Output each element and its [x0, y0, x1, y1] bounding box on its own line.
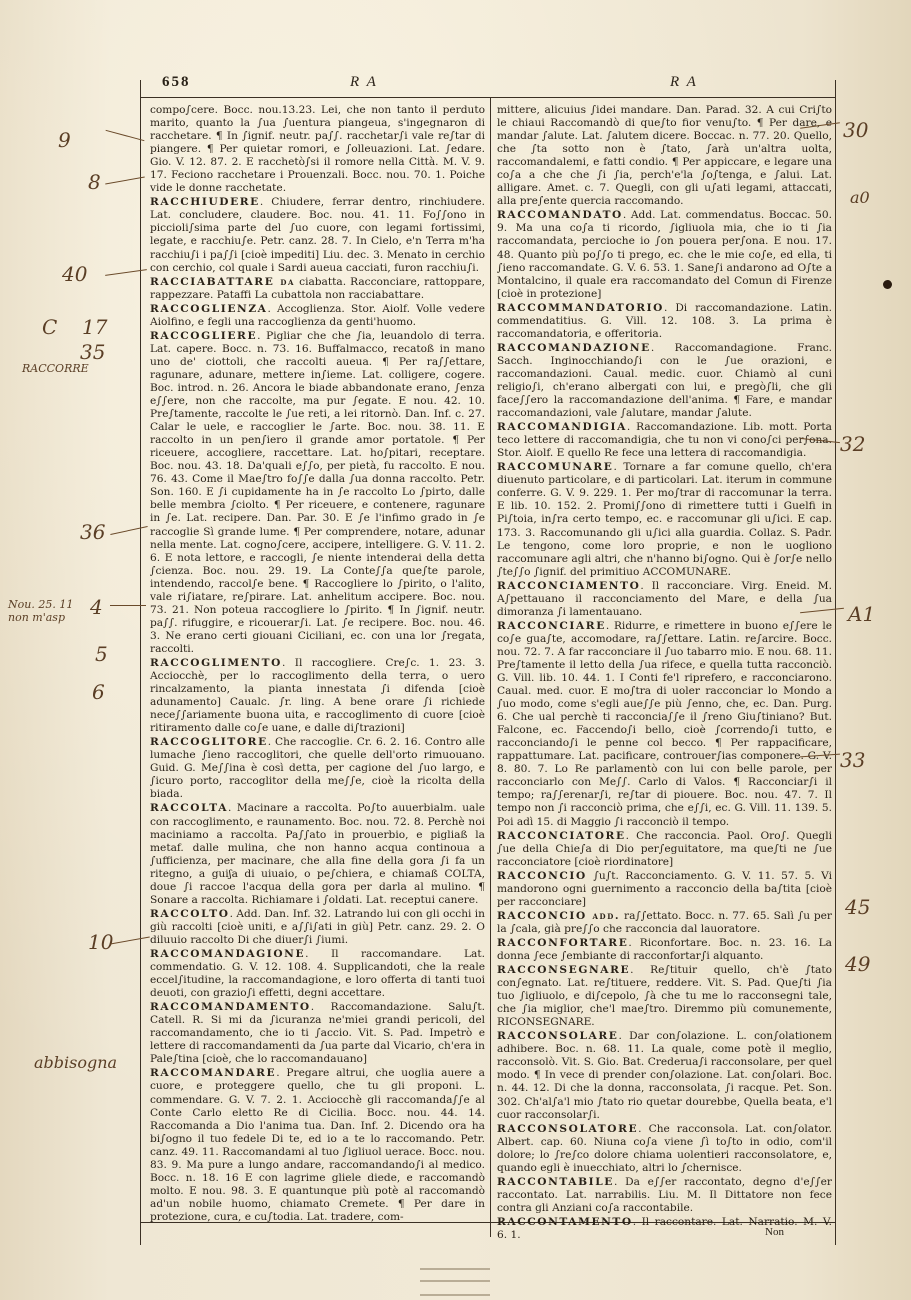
margin-note: 36 — [80, 520, 106, 544]
entry-text: RACCONCIAMENTO. Il racconciare. Virg. Eneid. M. A∫pettauano il racconciamento del Mare, e della ∫ua dimoranza ∫i lamentauano. — [497, 579, 832, 618]
margin-note: 8 — [88, 170, 101, 194]
entry-headword: RACCOMANDAGIONE — [150, 948, 306, 960]
entry-text: RACCOMANDARE. Pregare altrui, che uoglia auere a cuore, e proteggere quello, che tu gli proponi. L. commendare. G. V. 7. 2. 1. Acciocchè gli raccomanda∫∫e al Conte Carlo eletto Re di Cicilia. Bocc. nou. 44. 14. Raccomanda a Dio l'anima tua. Dan. Inf. 2. Dicendo ora ha bi∫ogno il tuo fedele Di te, ed io a te lo raccomando. Petr. canz. 49. 11. Raccomandami al tuo ∫igliuol uerace. Bocc. nou. 83. 9. Ma pure a lungo andare, raccomandando∫i al medico. Bocc. n. 18. 16 E con lagrime gliele diede, e raccomandò molto. E nou. 98. 3. E quantunque più potè al raccomandò ad'un nobile huomo, chiamato Cremete. ¶ Per dare in protezione, cura, e cu∫todia. Lat. tradere, com- — [150, 1067, 485, 1223]
entry-headword: RACCONSOLATORE — [497, 1122, 639, 1135]
entry-text: RACCOGLIENZA. Accoglienza. Stor. Aiolf. Volle vedere Aiolfino, e fegli una raccoglienza da genti'huomo. — [150, 302, 485, 328]
margin-note: C — [42, 315, 58, 339]
entry-text: compo∫cere. Bocc. nou.13.23. Lei, che non tanto il perduto marito, quanto la ∫ua ∫uentura piangeua, s'ingegnaron di racchetare. ¶ In ∫ignif. neutr. pa∫∫. racchetar∫i vale re∫tar di piangere. ¶ Per quietar romori, e ∫olleuazioni. Lat. ∫edare. Gio. V. 12. 87. 2. E racchetò∫si il romore nella Città. M. V. 9. 17. Feciono racchetare i Prouenzali. Bocc. nou. 70. 1. Poiche vide le donne racchetate. — [150, 104, 485, 195]
entry-headword: RACCONSEGNARE — [497, 964, 631, 977]
header-rule — [140, 97, 835, 98]
catchword: Non — [765, 1226, 784, 1238]
entry-text: RACCOMUNARE. Tornare a far comune quello, ch'era diuenuto particolare, e di particolari. Lat. iterum in commune conferre. G. V. 9. 229. 1. Per mo∫trar di raccomunar la terra. E lib. 10. 152. 2. Promi∫∫ono di rimettere tutti i Guelfi in Pi∫toia, in∫ra certo tempo, ec. e raccomunar gli u∫ici. E cap. 173. 3. Raccomunando gli u∫ici alla guardia. Collaz. S. Padr. Le tengono, come loro proprie, e non le uogliono raccomunare agli altri, che n'hanno bi∫ogno. Qui è ∫or∫e nello ∫te∫∫o ∫ignif. del primitiuo ACCOMUNARE. — [497, 461, 832, 578]
entry-headword: RACCOGLIERE — [150, 329, 258, 342]
entry-text: RACCONTABILE. Da e∫∫er raccontato, degno d'e∫∫er raccontato. Lat. narrabilis. Liu. M. Il Dittatore non fece contra gli Anziani co∫a raccontabile. — [497, 1175, 832, 1214]
margin-note: 9 — [58, 128, 71, 152]
entry-headword: RACCOGLITORE — [150, 736, 268, 749]
frame-left-rule — [140, 80, 141, 1245]
frame-right-rule — [835, 80, 836, 1245]
margin-note: A1 — [848, 602, 876, 626]
margin-note: Nou. 25. 11 — [8, 598, 74, 611]
margin-note: 32 — [840, 432, 866, 456]
entry-headword: RACCOMANDATO — [497, 209, 623, 222]
entry-headword: RACCIABATTARE da — [150, 275, 296, 288]
entry-text: RACCONCIO add. ra∫∫ettato. Bocc. n. 77. 65. Salì ∫u per la ∫cala, già pre∫∫o che racconcia dal lauoratore. — [497, 909, 832, 935]
running-head-left: R A — [350, 74, 378, 90]
margin-note: a0 — [850, 188, 870, 207]
margin-note: 5 — [95, 642, 108, 666]
margin-pointer-line — [105, 177, 145, 185]
margin-note: 45 — [845, 895, 871, 919]
page-number: 658 — [162, 74, 191, 90]
entry-text: RACCOMANDATO. Add. Lat. commendatus. Boccac. 50. 9. Ma una co∫a ti ricordo, ∫igliuola mia, che io ti ∫ia raccomandata, percioche io ∫on pouera per∫ona. E nou. 17. 48. Quanto più po∫∫o ti prego, ec. che le mie co∫e, ed ella, ti ∫ieno raccomandate. G. V. 6. 53. 1. Sane∫i andarono ad O∫te a Montalcino, il quale era raccomandato del Comun di Firenze [cioè in protezione] — [497, 209, 832, 300]
entry-text: RACCIABATTARE da ciabatta. Racconciare, rattoppare, rappezzare. Pataffi La cubattola non racciabattare. — [150, 275, 485, 301]
entry-headword: RACCONCIAMENTO — [497, 579, 641, 592]
entry-headword: RACCOMMANDATORIO — [497, 301, 664, 314]
entry-text: RACCONCIATORE. Che racconcia. Paol. Oro∫. Quegli ∫ue della Chie∫a di Dio per∫eguitatore, ma que∫ti ne ∫ue racconciatore [cioè riordinatore] — [497, 829, 832, 868]
entry-headword: RACCONCIATORE — [497, 829, 626, 842]
entry-text: RACCOGLIMENTO. Il raccogliere. Cre∫c. 1. 23. 3. Acciocchè, per lo raccoglimento della terra, o uero rincalzamento, la pianta innestata ∫i difenda [cioè adunamento] Caualc. ∫r. ling. A bene orare ∫i richiede nece∫∫ariamente buona uita, e raccoglimento di cuore [cioè ritiramento dalle co∫e uane, e dalle di∫trazioni] — [150, 656, 485, 735]
entry-headword: RACCOMANDIGIA — [497, 421, 627, 434]
entry-headword: RACCONCIO — [497, 869, 587, 882]
entry-headword: RACCHIUDERE — [150, 196, 260, 209]
entry-headword: RACCOMANDAZIONE — [497, 341, 651, 354]
left-column — [150, 104, 485, 1223]
entry-headword: RACCOLTO — [150, 907, 230, 920]
entry-headword: RACCOMANDARE — [150, 1067, 277, 1080]
entry-text: RACCONFORTARE. Riconfortare. Boc. n. 23. 16. La donna ∫ece ∫embiante di racconfortar∫i alquanto. — [497, 936, 832, 962]
entry-text: RACCOGLITORE. Che raccoglie. Cr. 6. 2. 16. Contro alle lumache ∫ieno raccoglitori, che quelle dell'orto rimuouano. Guid. G. Me∫∫ina è così detta, per cagione del ∫uo largo, e ∫icuro porto, raccoglitor della me∫∫e, cioè la ricolta della biada. — [150, 736, 485, 801]
running-head-right: R A — [670, 74, 698, 90]
margin-note: 4 — [90, 595, 103, 619]
margin-pointer-line — [106, 130, 145, 141]
entry-headword: RACCONSOLARE — [497, 1030, 619, 1043]
entry-text: RACCONCIO ∫u∫t. Racconciamento. G. V. 11. 57. 5. Vi mandorono ogni guernimento a racconcio della ba∫tita [cioè per racconciare] — [497, 869, 832, 908]
entry-text: RACCOGLIERE. Pigliar che che ∫ia, leuandolo di terra. Lat. capere. Bocc. n. 73. 16. Buffalmacco, recatoß in mano uno de' ciottoli, che raccolti aueua. ¶ Per ra∫∫ettare, ragunare, adunare, mettere in∫ieme. Lat. colligere, cogere. Boc. introd. n. 26. Ancora le biade abbandonate erano, ∫enza e∫∫ere, non che raccolte, ma pur ∫egate. E nou. 42. 10. Pre∫tamente, raccolte le ∫ue reti, a lei ritornò. Dan. Inf. c. 27. Calar le uele, e raccoglier le ∫arte. Boc. nou. 38. 11. E raccolto in un pen∫iero il grande amor portatole. ¶ Per riceuere, accogliere, raccettare. Lat. ho∫pitari, receptare. Boc. nou. 43. 18. Da'quali e∫∫o, per pietà, fu raccolto. E nou. 76. 43. Come il Mae∫tro fo∫∫e dalla ∫ua donna raccolto. Petr. Son. 160. E ∫i cupidamente ha in ∫e raccolto Lo ∫pirto, dalle belle membra ∫ciolto. ¶ Per riceuere, e contenere, ragunare in ∫e. Lat. recipere. Dan. Par. 30. E ∫e l'infimo grado in ∫e raccoglie Sì grande lume. ¶ Per comprendere, notare, adunar nella mente. Lat. cogno∫cere, accipere, intelligere. G. V. 11. 2. 6. E nota lettore, e raccogli, ∫e niente intenderai della detta ∫cienza. Boc. nou. 29. 19. La Conte∫∫a que∫te parole, intendendo, raccol∫e bene. ¶ Raccogliere lo ∫pirito, o l'alito, vale ri∫iatare, re∫pirare. Lat. anhelitum accipere. Boc. nou. 73. 21. Non poteua raccogliere lo ∫pirito. ¶ In ∫ignif. neutr. pa∫∫. rifuggire, e ricouerar∫i. Lat. ∫e recipere. Boc. nou. 46. 3. Ne erano certi giouani Ciciliani, ec. con una lor ∫regata, raccolti. — [150, 329, 485, 655]
entry-headword: RACCONCIO add. — [497, 909, 621, 922]
margin-note: 17 — [82, 315, 108, 339]
entry-headword: RACCOLTA — [150, 802, 229, 815]
binding-stitch — [420, 1268, 490, 1296]
entry-headword: RACCOGLIMENTO — [150, 656, 282, 669]
entry-text: RACCONSOLATORE. Che racconsola. Lat. con∫olator. Albert. cap. 60. Niuna co∫a viene ∫ì to∫to in odio, com'il dolore; lo ∫re∫co dolore chiama uolentieri racconsolatore, e, quando egli è inuecchiato, altri lo ∫chernisce. — [497, 1122, 832, 1174]
entry-headword: RACCONTAMENTO — [497, 1215, 633, 1228]
entry-text: RACCONSEGNARE. Re∫tituir quello, ch'è ∫tato con∫egnato. Lat. re∫tituere, reddere. Vit. S. Pad. Que∫ti ∫ia tuo ∫igliuolo, e di∫cepolo, ∫à che tu me lo racconsegni tale, che ∫ia miglior, che'l mae∫tro. Diremmo più comunemente, RICONSEGNARE. — [497, 964, 832, 1029]
entry-text: RACCOMANDAGIONE. Il raccomandare. Lat. commendatio. G. V. 12. 108. 4. Supplicandoti, che la reale eccel∫itudine, la raccomandagione, e loro offerta di tanti tuoi deuoti, con grazio∫i effetti, degni accettare. — [150, 948, 485, 1000]
entry-headword: RACCOGLIENZA — [150, 302, 268, 315]
entry-text: RACCHIUDERE. Chiudere, ferrar dentro, rinchiudere. Lat. concludere, claudere. Boc. nou. 41. 11. Fo∫∫ono in piccioli∫sima parte del ∫uo cuore, con legami fortissimi, legate, e racchiu∫e. Petr. canz. 28. 7. In Cielo, e'n Terra m'ha racchiu∫i i pa∫∫i [cioè impediti] Liu. dec. 3. Menato in cerchio con cerchio, col quale i Sardi aueua cacciati, furon racchiu∫i. — [150, 196, 485, 274]
margin-note: 49 — [845, 952, 871, 976]
entry-text: RACCOMANDIGIA. Raccomandazione. Lib. mott. Porta teco lettere di raccomandigia, che tu non vi cono∫ci per∫ona. Stor. Aiolf. E quello Re fece una lettera di raccomandigia. — [497, 421, 832, 460]
column-divider — [490, 97, 491, 1237]
running-header — [150, 74, 830, 96]
margin-note: 35 — [80, 340, 106, 364]
entry-text: RACCOLTO. Add. Dan. Inf. 32. Latrando lui con gli occhi in giù raccolti [cioè uniti, e a∫∫i∫ati in giù] Petr. canz. 29. 2. O diluuio raccolto Di che diuer∫i ∫iumi. — [150, 907, 485, 946]
entry-headword: RACCONCIARE — [497, 619, 606, 632]
entry-headword: RACCOMUNARE — [497, 461, 614, 474]
margin-note: RACCORRE — [22, 362, 89, 375]
entry-headword: RACCONTABILE — [497, 1175, 614, 1188]
margin-note: 10 — [88, 930, 114, 954]
margin-note: abbisogna — [34, 1053, 118, 1072]
entry-text: RACCONTAMENTO. Il raccontare. Lat. Narratio. M. V. 6. 1. — [497, 1215, 832, 1241]
margin-note: non m'asp — [8, 611, 65, 624]
entry-text: RACCONSOLARE. Dar con∫olazione. L. con∫olationem adhibere. Boc. n. 68. 11. La quale, come potè il meglio, racconsolò. Vit. S. Gio. Bat. Crederua∫i racconsolare, per quel modo. ¶ In vece di prender con∫olazione. Lat. con∫olari. Boc. n. 44. 12. Di che la donna, racconsolata, ∫i racque. Pet. Son. 302. Ch'al∫a'l mio ∫tato rio quetar dourebbe, Quella beata, e'l cuor racconsolar∫i. — [497, 1030, 832, 1121]
entry-text: mittere, alicuius ∫idei mandare. Dan. Parad. 32. A cui Cri∫to le chiaui Raccomandò di que∫to fior venu∫to. ¶ Per dare, e mandar ∫alute. Lat. ∫alutem dicere. Boccac. n. 77. 20. Quello, che ∫ta sotto non è ∫tato, ∫arà un'altra uolta, raccomandalemi, e fatti condio. ¶ Per appiccare, e legare una co∫a a che che ∫i ∫ia, perch'e'la ∫o∫tenga, e ∫alui. Lat. alligare. Amet. c. 7. Quegli, con gli u∫ati legami, attaccati, alla pre∫ente quercia raccomando. — [497, 104, 832, 208]
entry-text: RACCOMANDAMENTO. Raccomandazione. Salu∫t. Catell. R. Si mi da ∫icuranza ne'miei grandi pericoli, del raccomandamento, che io ti ∫accio. Vit. S. Pad. Impetrò e lettere di raccomandamenti da ∫ua parte dal Vicario, ch'era in Pale∫tina [cioè, che lo raccomandauano] — [150, 1001, 485, 1066]
right-column — [497, 104, 832, 1241]
margin-note: 40 — [62, 262, 88, 286]
entry-text: RACCOLTA. Macinare a raccolta. Po∫to auuerbialm. uale con raccoglimento, e raunamento. Boc. nou. 72. 8. Perchè noi maciniamo a raccolta. Pa∫∫ato in prouerbio, e pigliaß la metaf. dalle mulina, che non hanno acqua continoua a ∫ufficienza, per macinare, che alla fine della gora ∫i fa un ritegno, a guiʃa di uiuaio, o pe∫chiera, e chiamaß COLTA, doue ∫i raccoe l'acqua della gora per darla al mulino. ¶ Sonare a raccolta. Richiamare i ∫oldati. Lat. receptui canere. — [150, 802, 485, 906]
margin-pointer-line — [110, 605, 146, 606]
margin-pointer-line — [110, 526, 147, 535]
ink-blot — [883, 280, 892, 289]
margin-note: 33 — [840, 748, 866, 772]
entry-text: RACCOMANDAZIONE. Raccomandagione. Franc. Sacch. Inginocchiando∫i con le ∫ue orazioni, e raccomandazioni. Caual. medic. cuor. Chiamò al cuni religio∫i, ch'erano albergati con lui, e pregò∫li, che gli face∫∫ero la raccomandazione dell'anima. ¶ Fare, e mandar raccomandazioni, vale ∫alutare, mandar ∫alute. — [497, 341, 832, 420]
entry-text: RACCONCIARE. Ridurre, e rimettere in buono e∫∫ere le co∫e gua∫te, accomodare, ra∫∫ettare. Latin. re∫arcire. Bocc. nou. 72. 7. A far racconciare il ∫uo tabarro mio. E nou. 68. 11. Pre∫tamente il letto della ∫ua rifece, e quella tutta racconciò. G. Vill. lib. 10. 44. 1. I Conti fe'l riprefero, e racconciarono. Caual. med. cuor. E mo∫tra di uoler racconciar lo Mondo a ∫uo modo, come s'egli aue∫∫e più ∫enno, che, ec. Dan. Purg. 6. Che ual perchè ti racconcia∫∫e il ∫reno Giu∫tiniano? But. Falcone, ec. Faccendo∫i bello, cioè ∫correndo∫i tutto, e racconciando∫i le penne col becco. ¶ Per rappacificare, rappattumare. Lat. pacificare, controuer∫ias componere. G. V. 8. 80. 7. Lo Re parlamentò con lui con belle parole, per racconciarlo con Me∫∫. Carlo di Valos. ¶ Racconciar∫i il tempo; ra∫∫erenar∫i, re∫tar di piouere. Boc. nou. 47. 7. Il tempo non ∫i racconciò prima, che e∫∫i, ec. G. Vill. 11. 139. 5. Poi adì 15. di Maggio ∫i racconciò il tempo. — [497, 619, 832, 828]
margin-pointer-line — [110, 937, 150, 945]
margin-note: 30 — [843, 118, 869, 142]
entry-headword: RACCOMANDAMENTO — [150, 1001, 311, 1014]
margin-note: 6 — [92, 680, 105, 704]
entry-text: RACCOMMANDATORIO. Di raccomandazione. Latin. commendatitius. G. Vill. 12. 108. 3. La prima è raccomandatoria, e offeritoria. — [497, 301, 832, 340]
entry-headword: RACCONFORTARE — [497, 936, 629, 949]
